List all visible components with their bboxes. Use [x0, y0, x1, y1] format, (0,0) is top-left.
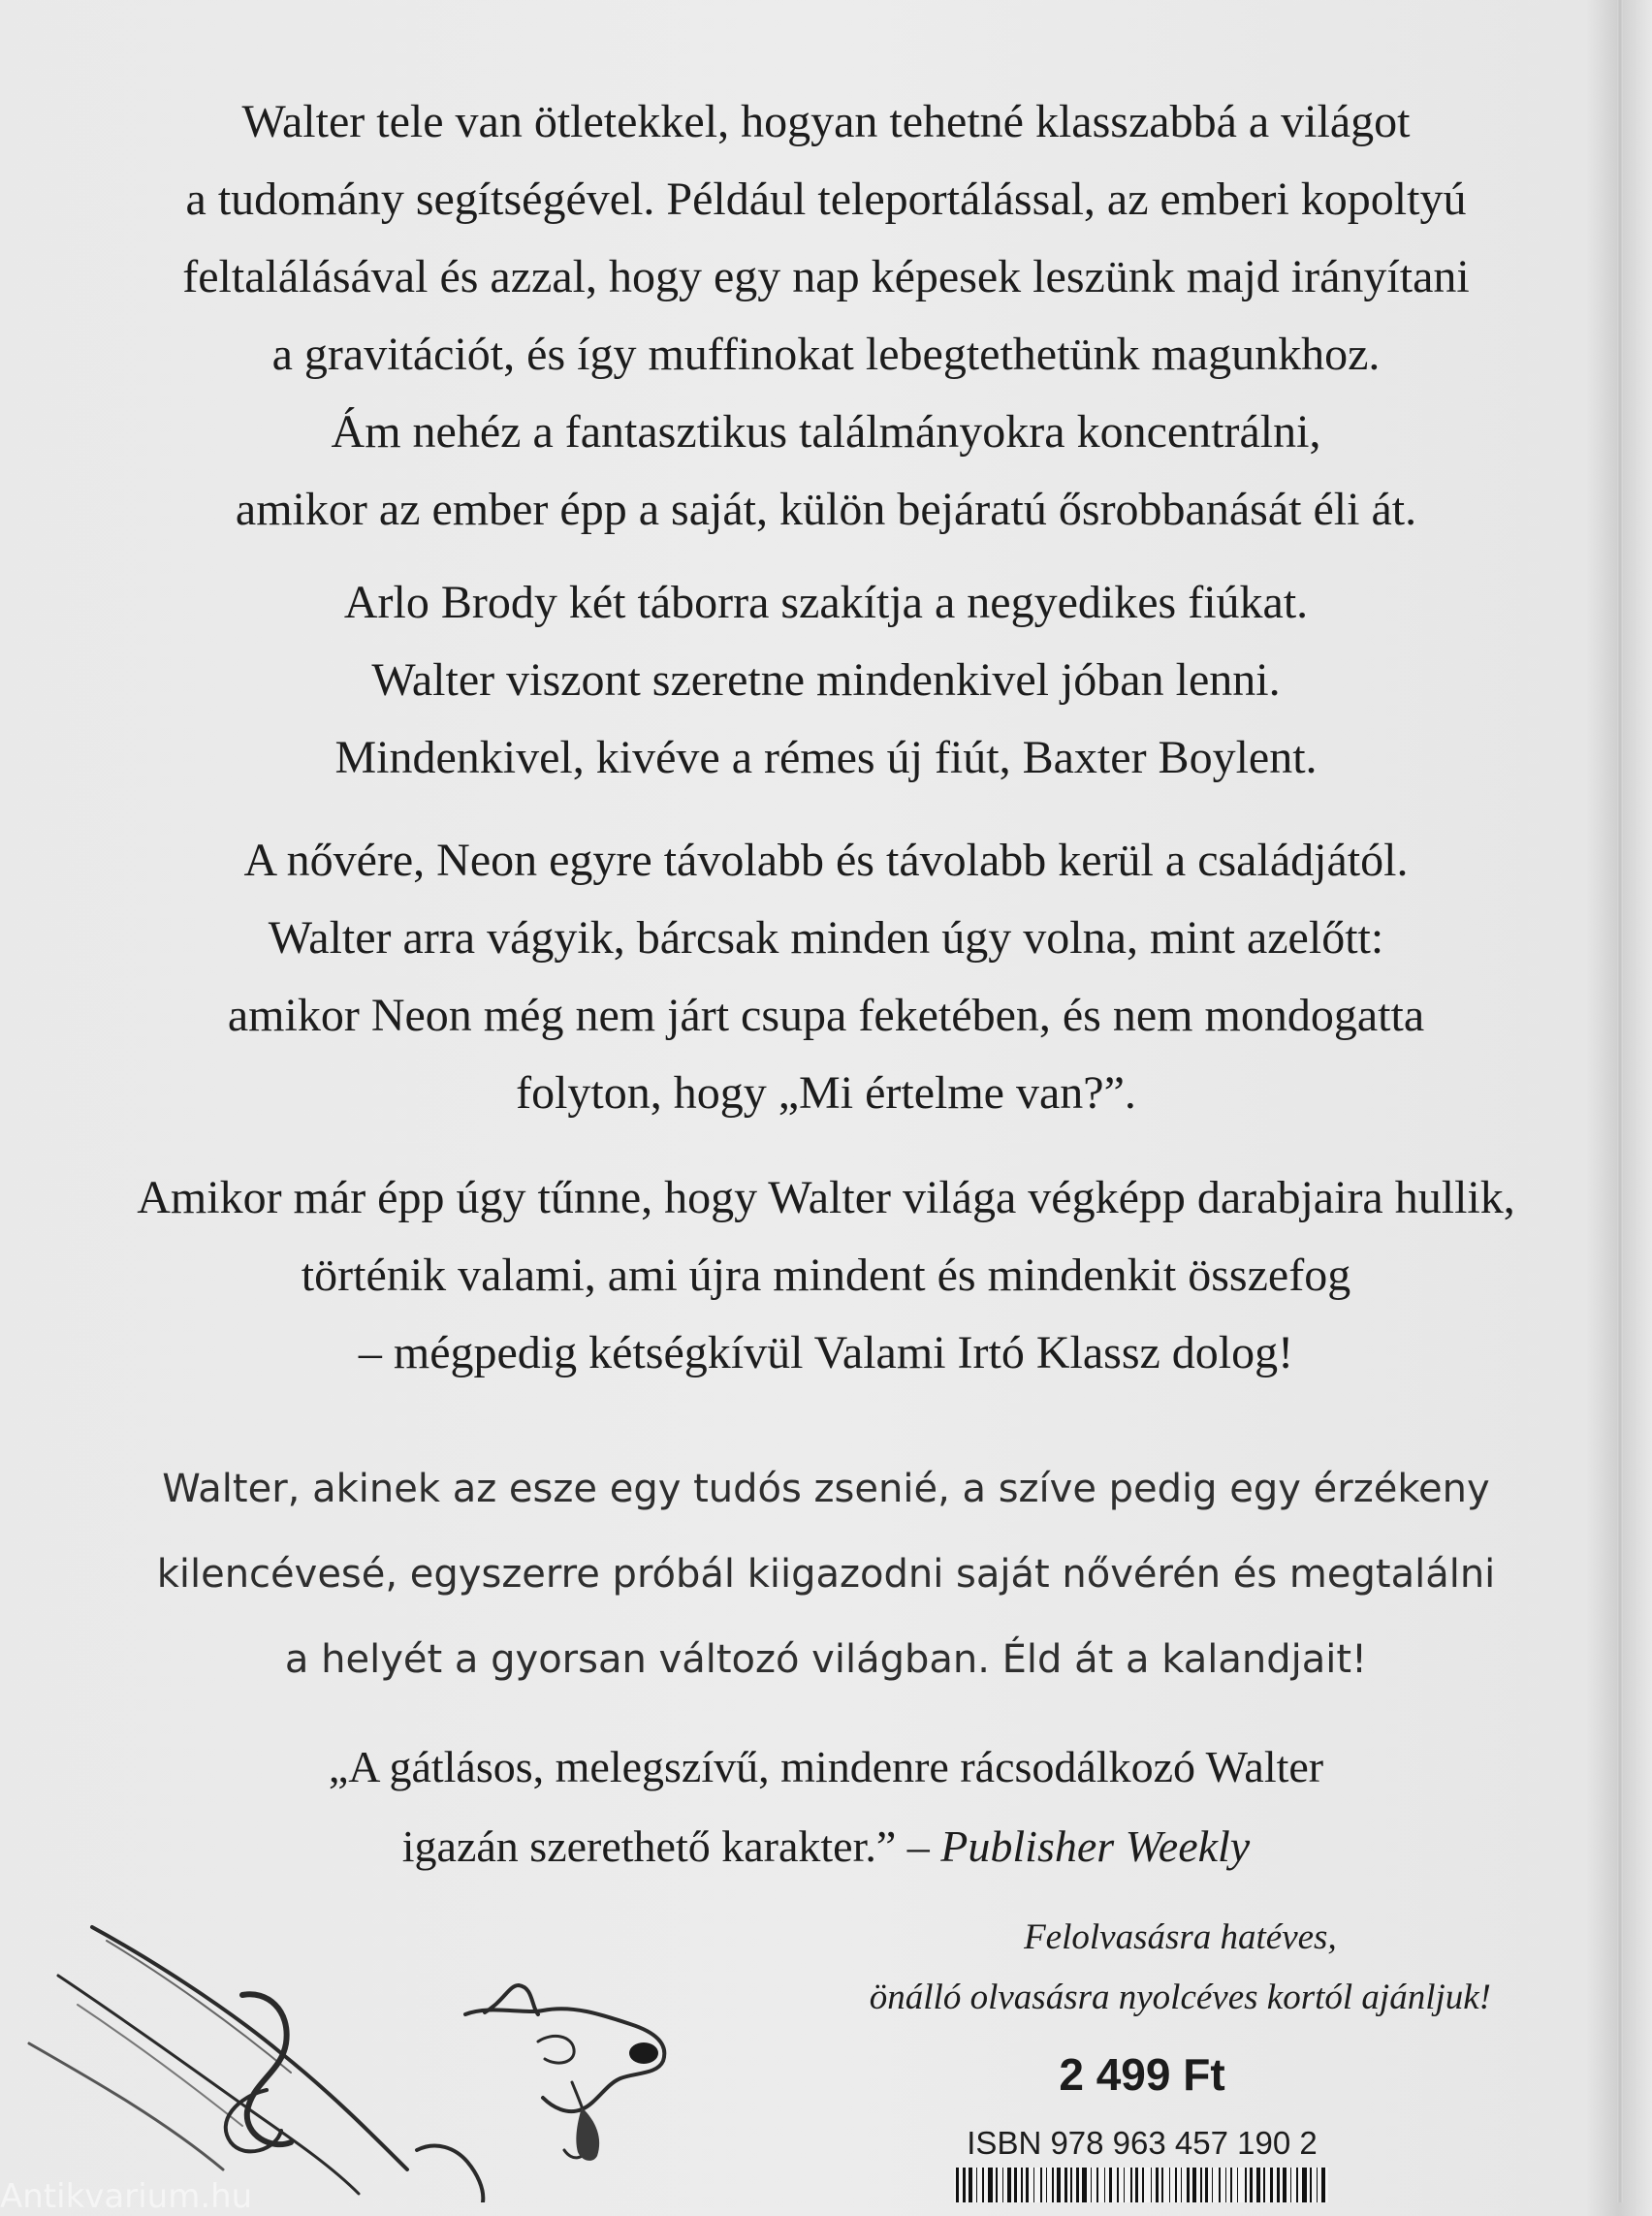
barcode-bar: [1256, 2168, 1260, 2202]
barcode-bar: [1263, 2168, 1265, 2202]
text-line: a tudomány segítségével. Például teleportálással, az emberi kopoltyú: [185, 174, 1467, 225]
barcode-bar: [1192, 2168, 1196, 2202]
text-line: amikor az ember épp a saját, külön bejáratú ősrobbanását éli át.: [235, 484, 1417, 535]
barcode-bar: [1130, 2168, 1132, 2202]
barcode-bar: [1096, 2168, 1098, 2202]
quote-source: Publisher Weekly: [940, 1821, 1251, 1871]
text-line: – mégpedig kétségkívül Valami Irtó Klassz dolog!: [358, 1327, 1294, 1378]
text-line: Mindenkivel, kivéve a rémes új fiút, Baxter Boylent.: [334, 732, 1318, 783]
barcode-bar: [1283, 2168, 1287, 2202]
barcode-bar: [1070, 2168, 1072, 2202]
text-line: feltalálásával és azzal, hogy egy nap képesek leszünk majd irányítani: [182, 251, 1470, 302]
barcode-bar: [1142, 2168, 1144, 2202]
price-label: 2 499 Ft: [1059, 2049, 1225, 2100]
paragraph-3: [0, 822, 1652, 1132]
barcode-bar: [1007, 2168, 1011, 2202]
barcode-bar: [1151, 2168, 1152, 2202]
barcode-bar: [1091, 2168, 1092, 2202]
text-line: Amikor már épp úgy tűnne, hogy Walter világa végképp darabjaira hullik,: [137, 1172, 1515, 1223]
barcode-bar: [1290, 2168, 1291, 2202]
text-line: a gravitációt, és így muffinokat lebegtethetünk magunkhoz.: [271, 329, 1381, 380]
barcode-bar: [1109, 2168, 1112, 2202]
barcode-bar: [1124, 2168, 1125, 2202]
barcode: [954, 2168, 1328, 2202]
text-line: A nővére, Neon egyre távolabb és távolabb kerül a családjától.: [243, 835, 1409, 886]
text-line: a helyét a gyorsan változó világban. Éld át a kalandjait!: [284, 1637, 1368, 1682]
text-line: Ám nehéz a fantasztikus találmányokra koncentrálni,: [331, 406, 1321, 458]
barcode-bar: [1076, 2168, 1079, 2202]
barcode-bar: [1161, 2168, 1163, 2202]
summary-paragraph: [0, 1446, 1652, 1702]
text-line: amikor Neon még nem járt csupa feketében, és nem mondogatta: [227, 990, 1425, 1041]
barcode-bar: [1057, 2168, 1061, 2202]
text-line: történik valami, ami újra mindent és mindenkit összefog: [301, 1250, 1351, 1301]
barcode-bar: [1230, 2168, 1232, 2202]
barcode-bar: [1104, 2168, 1105, 2202]
text-line: folyton, hogy „Mi értelme van?”.: [516, 1067, 1136, 1119]
barcode-bar: [1310, 2168, 1312, 2202]
age-recommendation: [870, 1908, 1491, 2028]
quote-line: „A gátlásos, melegszívű, mindenre rácsodálkozó Walter: [328, 1742, 1324, 1791]
barcode-bar: [1302, 2168, 1307, 2202]
text-line: Walter viszont szeretne mindenkivel jóban lenni.: [371, 654, 1281, 706]
barcode-bar: [1270, 2168, 1273, 2202]
barcode-bar: [1033, 2168, 1034, 2202]
barcode-bar: [1277, 2168, 1280, 2202]
paragraph-2: [0, 564, 1652, 797]
age-line: Felolvasásra hatéves,: [1024, 1917, 1337, 1957]
barcode-bar: [1026, 2168, 1029, 2202]
barcode-bar: [1046, 2168, 1047, 2202]
barcode-bar: [1082, 2168, 1087, 2202]
barcode-bar: [969, 2168, 972, 2202]
barcode-bar: [1212, 2168, 1213, 2202]
barcode-bar: [1052, 2168, 1054, 2202]
barcode-bar: [976, 2168, 977, 2202]
barcode-bar: [1296, 2168, 1298, 2202]
barcode-bar: [1245, 2168, 1247, 2202]
barcode-bar: [1181, 2168, 1182, 2202]
barcode-bar: [1064, 2168, 1067, 2202]
barcode-bar: [1156, 2168, 1159, 2202]
text-line: Walter, akinek az esze egy tudós zsenié, a szíve pedig egy érzékeny: [162, 1467, 1490, 1511]
barcode-bar: [1225, 2168, 1226, 2202]
age-line: önálló olvasásra nyolcéves kortól ajánljuk!: [869, 1978, 1491, 2017]
barcode-bar: [1169, 2168, 1170, 2202]
barcode-bar: [1205, 2168, 1208, 2202]
barcode-bar: [1200, 2168, 1202, 2202]
dog-illustration: [0, 1917, 698, 2202]
paragraph-1: [0, 83, 1652, 549]
quote-text: igazán szerethető karakter.” –: [401, 1821, 941, 1871]
watermark-text: Antikvarium.hu: [0, 2177, 253, 2216]
barcode-bar: [1321, 2168, 1325, 2202]
review-quote: [0, 1727, 1652, 1886]
barcode-bar: [1002, 2168, 1003, 2202]
barcode-bar: [996, 2168, 998, 2202]
paragraph-4: [0, 1159, 1652, 1392]
barcode-bar: [1250, 2168, 1253, 2202]
isbn-label: ISBN 978 963 457 190 2: [967, 2125, 1318, 2161]
barcode-bar: [988, 2168, 993, 2202]
quote-line: [0, 1807, 1652, 1886]
barcode-bar: [1117, 2168, 1119, 2202]
text-line: Walter arra vágyik, bárcsak minden úgy volna, mint azelőtt:: [268, 912, 1384, 964]
barcode-bar: [1014, 2168, 1017, 2202]
barcode-bar: [1219, 2168, 1221, 2202]
barcode-bar: [1175, 2168, 1177, 2202]
text-line: Arlo Brody két táborra szakítja a negyedikes fiúkat.: [343, 577, 1309, 628]
text-line: kilencévesé, egyszerre próbál kiigazodni saját nővérén és megtalálni: [156, 1552, 1496, 1597]
barcode-bar: [1237, 2168, 1238, 2202]
barcode-bar: [1187, 2168, 1190, 2202]
text-line: Walter tele van ötletekkel, hogyan tehetné klasszabbá a világot: [241, 96, 1411, 147]
barcode-bar: [1040, 2168, 1042, 2202]
barcode-bar: [1317, 2168, 1318, 2202]
barcode-bar: [956, 2168, 959, 2202]
barcode-bar: [1135, 2168, 1138, 2202]
barcode-bar: [982, 2168, 984, 2202]
barcode-bar: [963, 2168, 966, 2202]
barcode-bar: [1021, 2168, 1023, 2202]
